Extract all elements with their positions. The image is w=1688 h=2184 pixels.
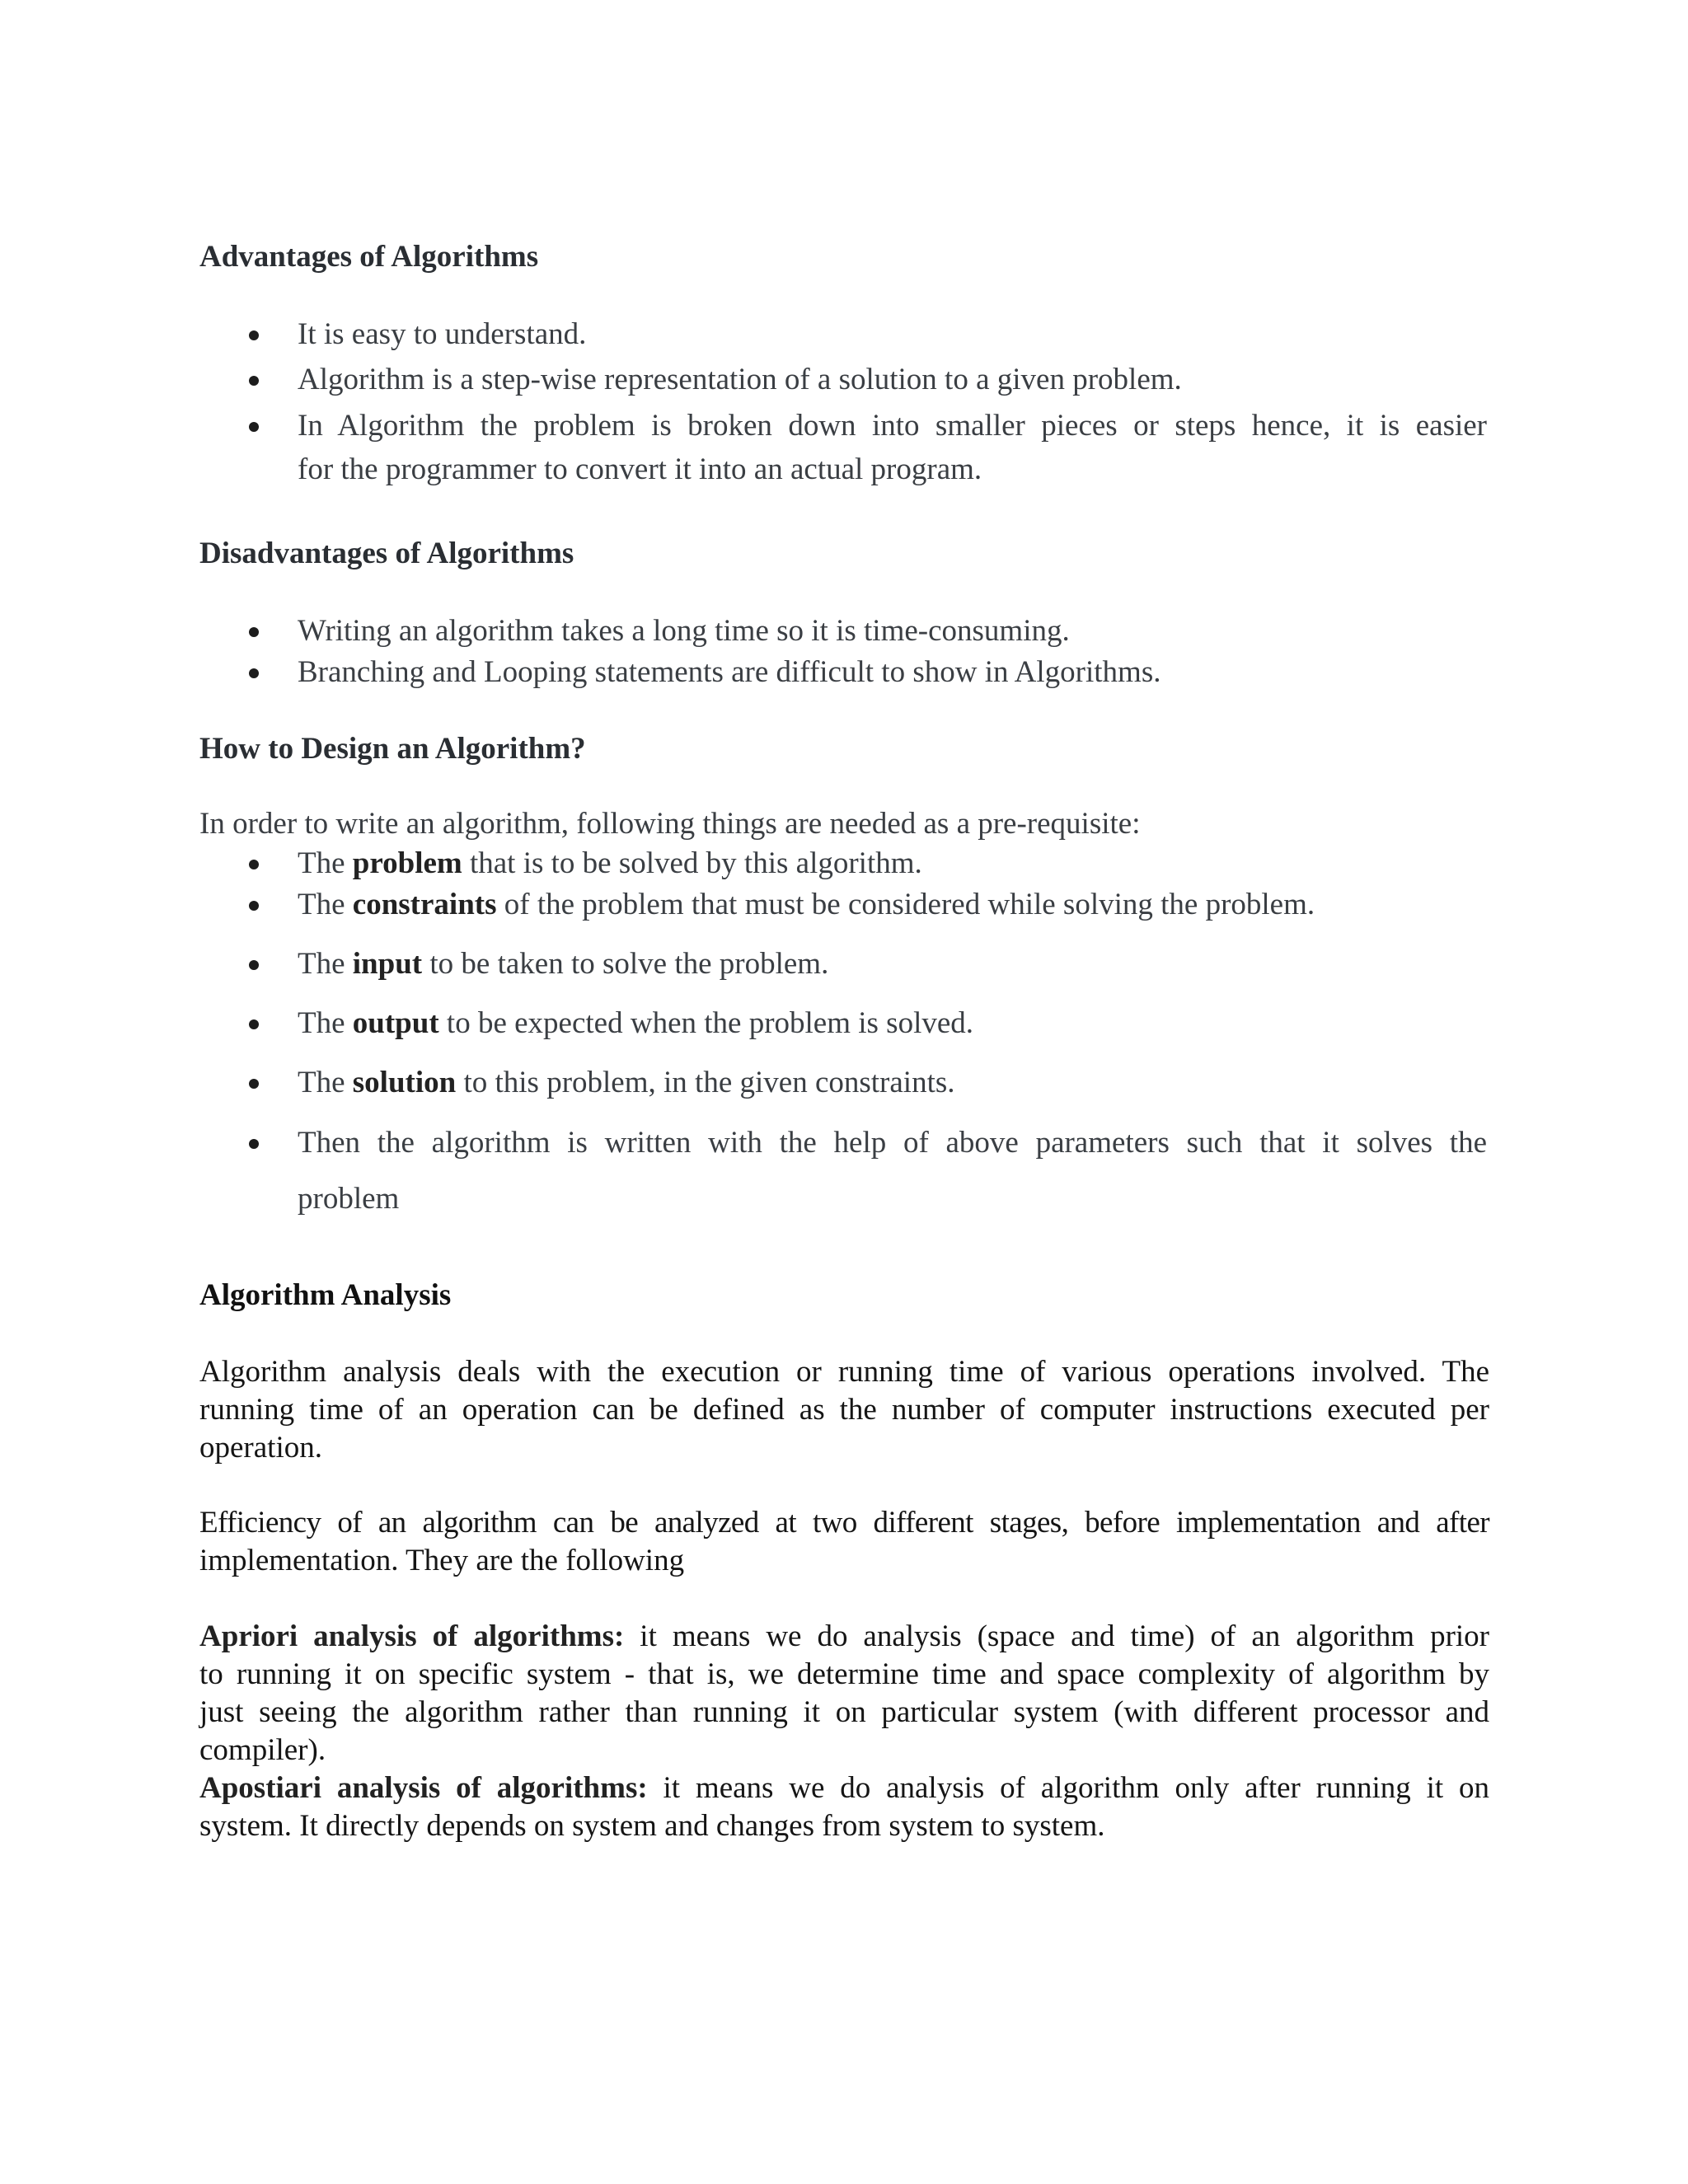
analysis-para2-line1: Efficiency of an algorithm can be analyzed at two different stages, before implementation and after [199,1506,1489,1540]
design-item-solution: The solution to this problem, in the given constraints. [298,1066,955,1099]
analysis-para1-line1: Algorithm analysis deals with the execution or running time of various operations involved. The [199,1355,1489,1389]
bullet-icon [249,1019,259,1029]
bullet-icon [249,627,259,637]
advantages-item-3-line2: for the programmer to convert it into an actual program. [298,452,982,486]
apriori-line4: compiler). [199,1733,326,1767]
apriori-label: Apriori analysis of algorithms: [199,1619,625,1653]
disadvantages-heading: Disadvantages of Algorithms [199,537,574,570]
analysis-heading: Algorithm Analysis [199,1278,452,1312]
bullet-icon [249,1079,259,1089]
apriori-line2: to running it on specific system - that is, we determine time and space complexity of algorithm by [199,1657,1489,1691]
design-item-input: The input to be taken to solve the problem. [298,947,829,981]
bullet-icon [249,668,259,678]
design-item-final-line2: problem [298,1182,400,1216]
disadvantages-item-2: Branching and Looping statements are difficult to show in Algorithms. [298,655,1161,689]
advantages-item-1: It is easy to understand. [298,317,587,351]
bullet-icon [249,960,259,970]
bullet-icon [249,330,259,340]
bullet-icon [249,901,259,911]
advantages-item-2: Algorithm is a step-wise representation of a solution to a given problem. [298,363,1182,396]
apostiari-line1: Apostiari analysis of algorithms: it means we do analysis of algorithm only after running it on [199,1771,1489,1805]
advantages-item-3-line1: In Algorithm the problem is broken down into smaller pieces or steps hence, it is easier [298,409,1487,443]
advantages-heading: Advantages of Algorithms [199,240,539,274]
design-heading: How to Design an Algorithm? [199,732,586,766]
bullet-icon [249,376,259,386]
apostiari-label: Apostiari analysis of algorithms: [199,1771,648,1805]
design-item-constraints: The constraints of the problem that must be considered while solving the problem. [298,888,1315,921]
analysis-para1-line3: operation. [199,1431,322,1465]
analysis-para1-line2: running time of an operation can be defined as the number of computer instructions executed per [199,1393,1489,1427]
design-item-problem: The problem that is to be solved by this algorithm. [298,846,922,880]
design-intro: In order to write an algorithm, following things are needed as a pre-requisite: [199,807,1141,841]
bullet-icon [249,1139,259,1149]
disadvantages-item-1: Writing an algorithm takes a long time so it is time-consuming. [298,614,1070,648]
apriori-line1: Apriori analysis of algorithms: it means we do analysis (space and time) of an algorithm prior [199,1619,1489,1653]
apostiari-line2: system. It directly depends on system and changes from system to system. [199,1809,1105,1843]
design-item-output: The output to be expected when the problem is solved. [298,1006,974,1040]
bullet-icon [249,422,259,432]
apriori-line3: just seeing the algorithm rather than running it on particular system (with different processor and [199,1695,1489,1729]
design-item-final-line1: Then the algorithm is written with the help of above parameters such that it solves the [298,1126,1487,1160]
bullet-icon [249,860,259,869]
analysis-para2-line2: implementation. They are the following [199,1544,685,1577]
